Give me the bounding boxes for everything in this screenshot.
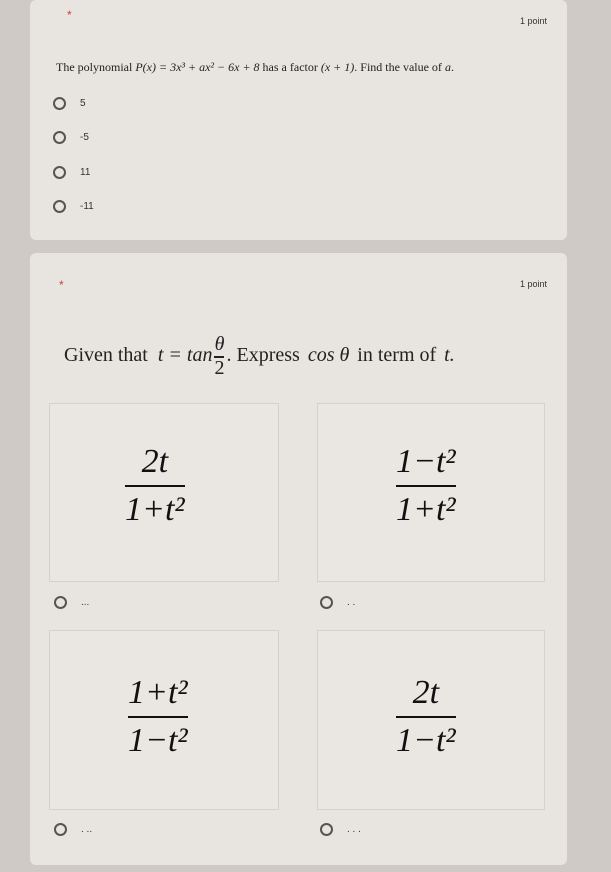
question-in-term: in term of: [357, 343, 437, 366]
numerator: 1+t²: [128, 674, 188, 711]
option-label: ...: [81, 597, 90, 608]
radio-button[interactable]: [53, 131, 66, 144]
required-asterisk: *: [59, 278, 64, 292]
required-asterisk: *: [67, 8, 72, 22]
radio-button[interactable]: [54, 596, 67, 609]
radio-button[interactable]: [53, 97, 66, 110]
option-3[interactable]: [54, 823, 92, 836]
radio-button[interactable]: [54, 823, 67, 836]
option-label: 11: [80, 167, 91, 178]
variable-t: t.: [444, 343, 455, 366]
points-label: 1 point: [519, 279, 547, 289]
option-label: 5: [80, 98, 86, 109]
question-card-2: [30, 253, 567, 865]
cos-theta: cos θ: [307, 343, 350, 366]
question-text: The polynomial P(x) = 3x³ + ax² − 6x + 8 has a factor (x + 1). Find the value of a.: [56, 60, 454, 74]
option-label: . . .: [347, 824, 361, 835]
polynomial-expression: P(x) = 3x³ + ax² − 6x + 8: [135, 60, 260, 74]
denominator: 1−t²: [128, 722, 188, 759]
option-3[interactable]: [53, 166, 90, 179]
radio-button[interactable]: [53, 166, 66, 179]
radio-button[interactable]: [53, 200, 66, 213]
option-label: -5: [80, 132, 89, 143]
factor-expression: (x + 1): [320, 60, 355, 74]
option-1[interactable]: [54, 596, 89, 609]
fraction-2t-over-1-plus-t2: [125, 442, 185, 530]
option-1[interactable]: [53, 97, 86, 110]
option-image-2[interactable]: [317, 403, 545, 582]
denominator: 1+t²: [396, 491, 456, 528]
option-image-1[interactable]: [49, 403, 279, 582]
option-4[interactable]: [320, 823, 361, 836]
variable-a: a: [444, 60, 451, 74]
option-label: . ..: [81, 824, 93, 835]
numerator: 2t: [141, 443, 169, 480]
denominator: 1+t²: [125, 491, 185, 528]
fraction-1-minus-t2-over-1-plus-t2: [396, 442, 456, 530]
question-prefix: The polynomial: [56, 60, 133, 74]
denominator: 1−t²: [396, 722, 456, 759]
option-label: -11: [80, 201, 94, 212]
fraction-1-plus-t2-over-1-minus-t2: [128, 673, 188, 761]
question-card-1: [30, 0, 567, 240]
question-suffix: . Find the value of: [354, 60, 442, 74]
theta-over-two: [214, 333, 224, 378]
numerator: 1−t²: [396, 443, 456, 480]
numerator: 2t: [412, 674, 440, 711]
radio-button[interactable]: [320, 823, 333, 836]
question-express: . Express: [226, 343, 300, 366]
question-text: [64, 333, 455, 378]
option-image-4[interactable]: [317, 630, 545, 810]
option-2[interactable]: [320, 596, 355, 609]
two: 2: [214, 356, 225, 379]
option-4[interactable]: [53, 200, 94, 213]
option-image-3[interactable]: [49, 630, 279, 810]
theta: θ: [214, 333, 225, 355]
points-label: 1 point: [519, 16, 547, 26]
option-2[interactable]: [53, 131, 89, 144]
question-mid: has a factor: [262, 60, 318, 74]
radio-button[interactable]: [320, 596, 333, 609]
fraction-2t-over-1-minus-t2: [396, 673, 456, 761]
question-given: Given that: [64, 343, 148, 366]
option-label: . .: [347, 597, 356, 608]
t-equals-tan: t = tan: [157, 343, 213, 366]
